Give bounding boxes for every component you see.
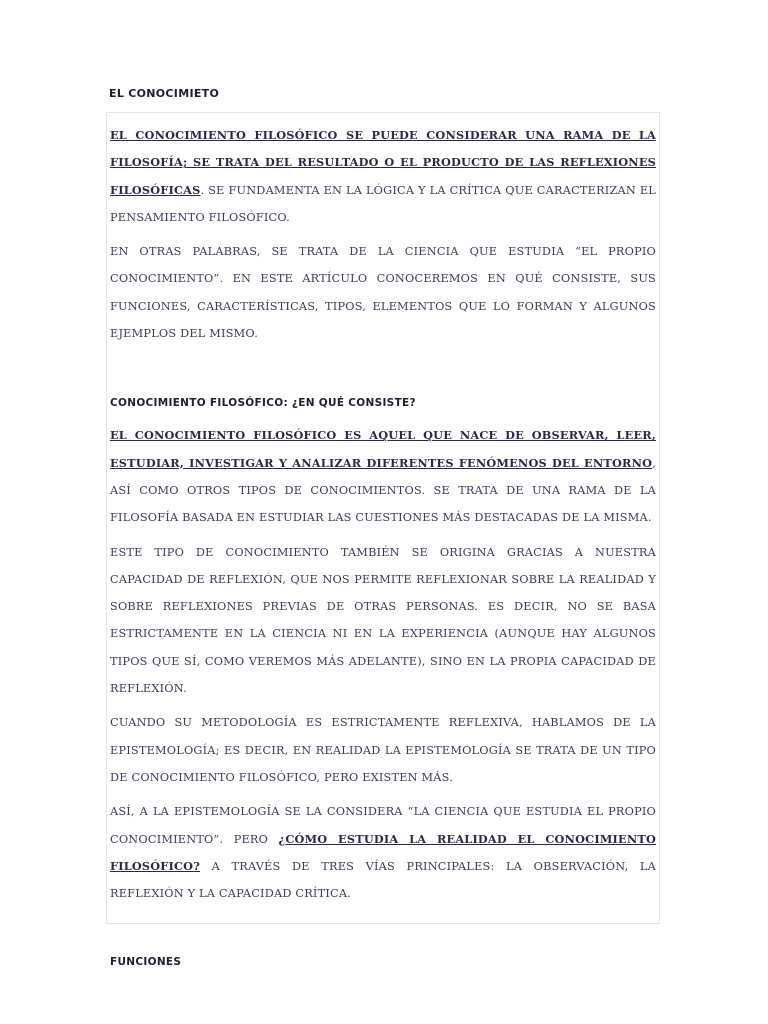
section1-paragraph-4-text-start: ASÍ, A LA EPISTEMOLOGÍA SE LA CONSIDERA “LA CIENCIA QUE ESTUDIA EL PROPIO CONOCIMIENTO”. PERO: [110, 805, 656, 846]
content-box: [106, 112, 660, 969]
section1-paragraph-4-text-end: A TRAVÉS DE TRES VÍAS PRINCIPALES: LA OBSERVACIÓN, LA REFLEXIÓN Y LA CAPACIDAD CRÍTICA.: [110, 859, 656, 901]
intro-paragraph-2: EN OTRAS PALABRAS, SE TRATA DE LA CIENCIA QUE ESTUDIA “EL PROPIO CONOCIMIENTO”. EN ESTE ARTÍCULO CONOCEREMOS EN QUÉ CONSISTE, SUS FUNCIONES, CARACTERÍSTICAS, TIPOS, ELEMENTOS QUE LO FORMAN Y ALGUNOS EJEMPLOS DEL MISMO.: [110, 245, 656, 341]
section1-paragraph-1-text: , ASÍ COMO OTROS TIPOS DE CONOCIMIENTOS. SE TRATA DE UNA RAMA DE LA FILOSOFÍA BASADA EN ESTUDIAR LAS CUESTIONES MÁS DESTACADAS DE LA MISMA.: [110, 456, 656, 525]
section1-paragraph-3: CUANDO SU METODOLOGÍA ES ESTRICTAMENTE REFLEXIVA, HABLAMOS DE LA EPISTEMOLOGÍA; ES DECIR, EN REALIDAD LA EPISTEMOLOGÍA SE TRATA DE UN TIPO DE CONOCIMIENTO FILOSÓFICO, PERO EXISTEN MÁS.: [110, 716, 656, 784]
document-title: EL CONOCIMIETO: [109, 87, 220, 100]
section1-paragraph-1: [110, 422, 656, 531]
section1-paragraph-4-emphasis: ¿CÓMO ESTUDIA LA REALIDAD EL CONOCIMIENTO FILOSÓFICO?: [110, 831, 656, 873]
intro-paragraph-1: [110, 122, 656, 231]
section-heading-consiste: CONOCIMIENTO FILOSÓFICO: ¿EN QUÉ CONSISTE?: [110, 397, 416, 410]
section1-paragraph-1-emphasis: EL CONOCIMIENTO FILOSÓFICO ES AQUEL QUE NACE DE OBSERVAR, LEER, ESTUDIAR, INVESTIGAR Y ANALIZAR DIFERENTES FENÓMENOS DEL ENTORNO: [110, 428, 656, 470]
section-heading-funciones: FUNCIONES: [110, 956, 182, 969]
section1-paragraph-2: ESTE TIPO DE CONOCIMIENTO TAMBIÉN SE ORIGINA GRACIAS A NUESTRA CAPACIDAD DE REFLEXIÓN, QUE NOS PERMITE REFLEXIONAR SOBRE LA REALIDAD Y SOBRE REFLEXIONES PREVIAS DE OTRAS PERSONAS. ES DECIR, NO SE BASA ESTRICTAMENTE EN LA CIENCIA NI EN LA EXPERIENCIA (AUNQUE HAY ALGUNOS TIPOS QUE SÍ, COMO VEREMOS MÁS ADELANTE), SINO EN LA PROPIA CAPACIDAD DE REFLEXIÓN.: [110, 545, 656, 696]
intro-paragraph-1-emphasis: EL CONOCIMIENTO FILOSÓFICO SE PUEDE CONSIDERAR UNA RAMA DE LA FILOSOFÍA; SE TRATA DEL RESULTADO O EL PRODUCTO DE LAS REFLEXIONES FILOSÓFICAS: [110, 128, 656, 197]
intro-paragraph-1-text: . SE FUNDAMENTA EN LA LÓGICA Y LA CRÍTICA QUE CARACTERIZAN EL PENSAMIENTO FILOSÓFICO.: [110, 183, 656, 224]
section1-paragraph-4: [110, 798, 656, 907]
